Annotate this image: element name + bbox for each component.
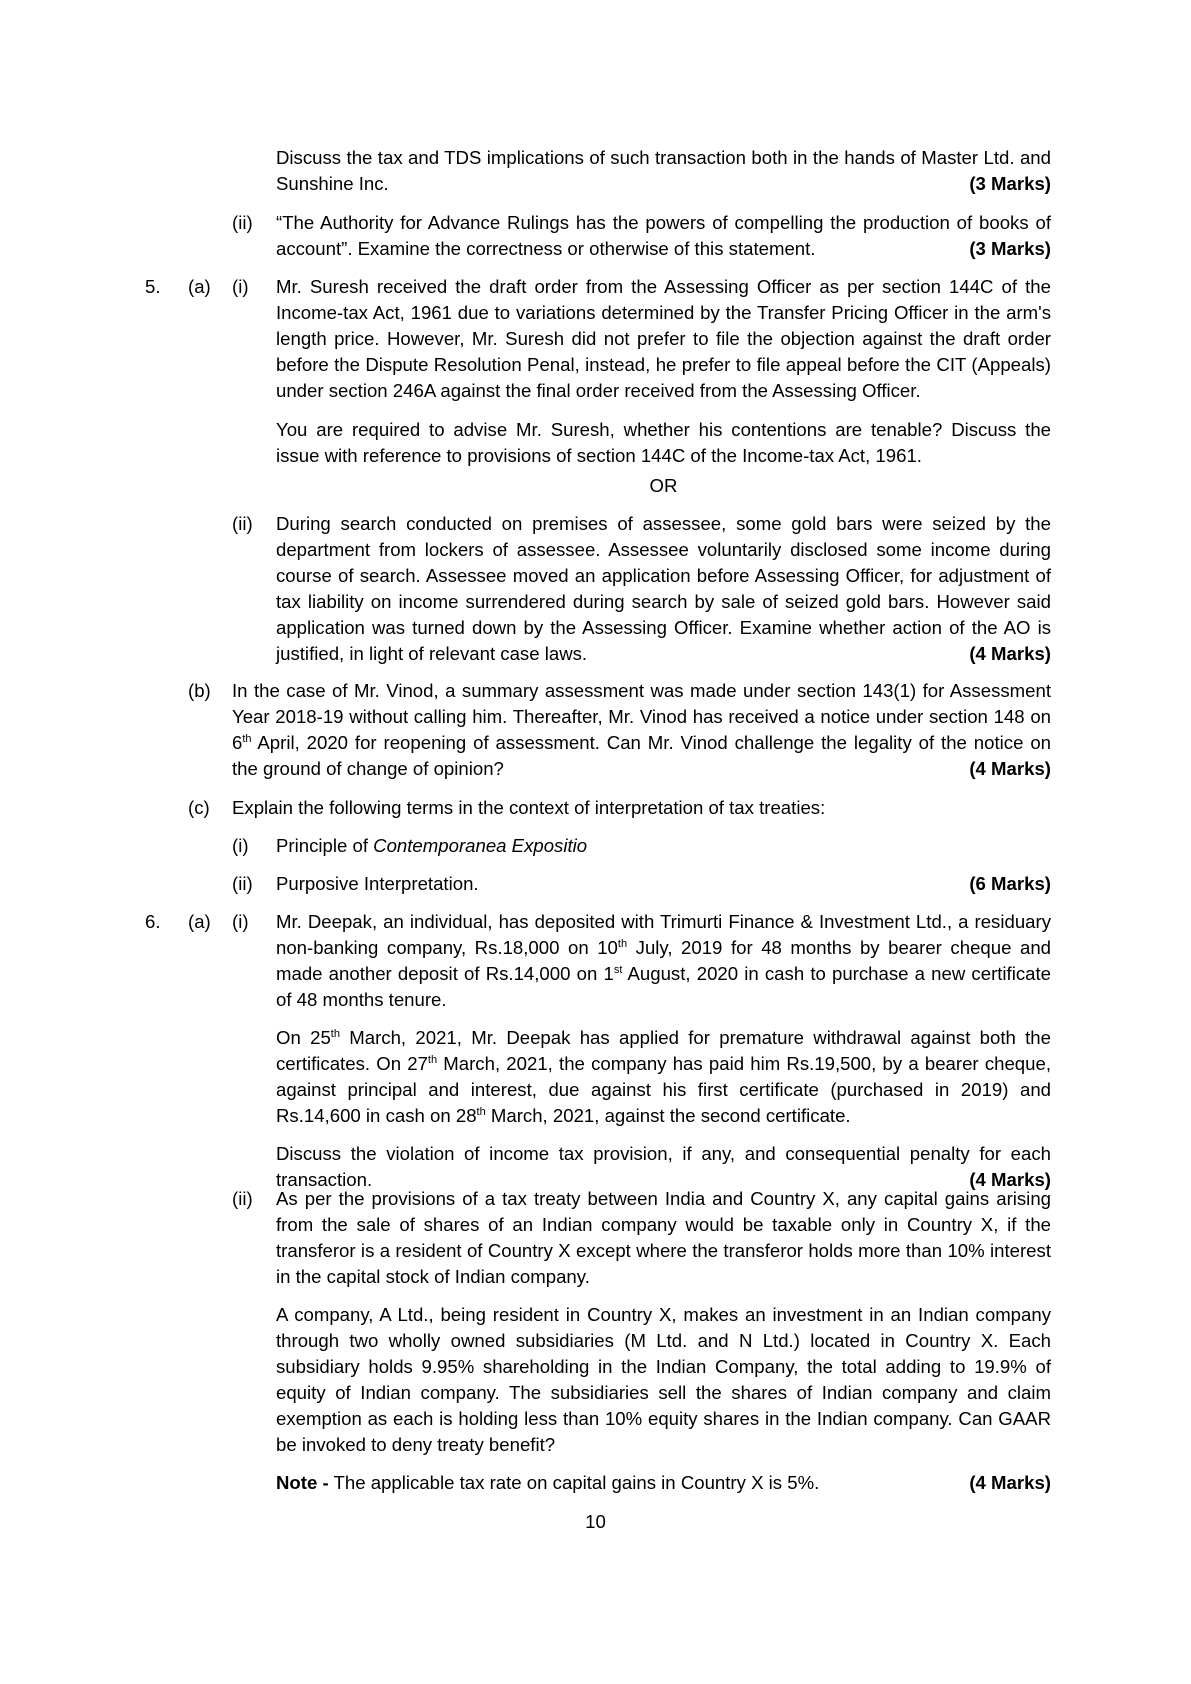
q5-c-text: Explain the following terms in the context of interpretation of tax treaties: xyxy=(232,797,826,818)
q4-ii-block xyxy=(276,210,1051,262)
q4-ii-label: (ii) xyxy=(232,212,253,233)
q4-continuation-para xyxy=(276,145,1051,197)
q5-b-text2: April, 2020 for reopening of assessment. Can Mr. Vinod challenge the legality of the notice on the ground of change of opinion? xyxy=(232,732,1051,779)
q5-c-i-block xyxy=(276,833,1051,859)
q4-ii-marks: (3 Marks) xyxy=(969,238,1051,259)
q6-a-ii-text1: As per the provisions of a tax treaty between India and Country X, any capital gains arising from the sale of shares of an Indian company would be taxable only in Country X, if the transferor is a resident of Country X except where the transferor holds more than 10% interest in the capital stock of Indian company. xyxy=(276,1188,1051,1287)
q6-a-i-label: (i) xyxy=(232,911,249,932)
q5-a-ii-marks: (4 Marks) xyxy=(969,643,1051,664)
q5-c-label: (c) xyxy=(188,797,210,818)
q6-p1-sup1: th xyxy=(617,938,628,950)
q4-ii-text: “The Authority for Advance Rulings has the powers of compelling the production of books of account”. Examine the correctness or otherwise of this statement. xyxy=(276,212,1051,259)
q5-b-marks: (4 Marks) xyxy=(969,758,1051,779)
q6-a-ii-text2: A company, A Ltd., being resident in Country X, makes an investment in an Indian company through two wholly owned subsidiaries (M Ltd. and N Ltd.) located in Country X. Each subsidiary holds 9.95% shareholding in the Indian Company, the total adding to 19.9% of equity of Indian company. The subsidiaries sell the shares of Indian company and claim exemption as each is holding less than 10% equity shares in the Indian company. Can GAAR be invoked to deny treaty benefit? xyxy=(276,1304,1051,1455)
q6-p3-text: Discuss the violation of income tax provision, if any, and consequential penalty for each transaction. xyxy=(276,1143,1051,1190)
q5-c-i-text: Principle of xyxy=(276,835,374,856)
q4-para-text: Discuss the tax and TDS implications of such transaction both in the hands of Master Ltd. and Sunshine Inc. xyxy=(276,147,1051,194)
q6-number: 6. xyxy=(145,911,161,932)
q6-a-i-para1 xyxy=(276,909,1051,1013)
q6-p1-t3: August, 2020 in cash to purchase a new certificate of 48 months tenure. xyxy=(276,963,1051,1010)
q6-p2-t2: March, 2021, Mr. Deepak has applied for premature withdrawal against both the certificates. On 27 xyxy=(276,1027,1051,1074)
q6-p1-t2: July, 2019 for 48 months by bearer cheque and made another deposit of Rs.14,000 on 1 xyxy=(276,937,1051,984)
q5-c-ii-text: Purposive Interpretation. xyxy=(276,873,479,894)
q6-a-ii-block xyxy=(276,1186,1051,1496)
q5-b-label: (b) xyxy=(188,680,211,701)
or-separator: OR xyxy=(649,475,678,496)
q6-p2-sup3: th xyxy=(476,1106,486,1118)
q5-c-marks: (6 Marks) xyxy=(969,873,1051,894)
q6-a-ii-marks: (4 Marks) xyxy=(969,1472,1051,1493)
q6-a-ii-label: (ii) xyxy=(232,1188,253,1209)
q6-p1-sup2: st xyxy=(613,964,623,976)
q5-b-block xyxy=(232,678,1051,782)
q5-b-text1: In the case of Mr. Vinod, a summary assessment was made under section 143(1) for Assessment Year 2018-19 without calling him. Thereafter, Mr. Vinod has received a notice under section 148 on 6 xyxy=(232,680,1051,753)
q6-p2-sup2: th xyxy=(427,1054,438,1066)
q6-p2-t3: March, 2021, the company has paid him Rs.19,500, by a bearer cheque, against principal and interest, due against his first certificate (purchased in 2019) and Rs.14,600 in cash on 28 xyxy=(276,1053,1051,1126)
q6-a-i-marks: (4 Marks) xyxy=(969,1169,1051,1190)
q6-note-label: Note - xyxy=(276,1472,329,1493)
q5-a-label: (a) xyxy=(188,276,211,297)
q5-a-ii-block xyxy=(276,511,1051,667)
q5-c-i-italic: Contemporanea Expositio xyxy=(373,835,588,856)
q5-number: 5. xyxy=(145,276,161,297)
q5-a-i-label: (i) xyxy=(232,276,249,297)
q6-note-text: The applicable tax rate on capital gains in Country X is 5%. xyxy=(328,1472,820,1493)
q6-p2-t4: March, 2021, against the second certificate. xyxy=(485,1105,851,1126)
q6-p1-t1: Mr. Deepak, an individual, has deposited with Trimurti Finance & Investment Ltd., a residuary non-banking company, Rs.18,000 on 10 xyxy=(276,911,1051,958)
q6-a-label: (a) xyxy=(188,911,211,932)
q6-a-i-para2 xyxy=(276,1025,1051,1129)
q5-c-ii-block xyxy=(276,871,1051,897)
q6-p2-t1: On 25 xyxy=(276,1027,331,1048)
q5-a-i-text2: You are required to advise Mr. Suresh, whether his contentions are tenable? Discuss the issue with reference to provisions of section 144C of the Income-tax Act, 1961. xyxy=(276,419,1051,466)
q6-note xyxy=(276,1470,1051,1496)
q5-a-ii-label: (ii) xyxy=(232,513,253,534)
page-number: 10 xyxy=(585,1511,606,1532)
q5-a-i-text: Mr. Suresh received the draft order from the Assessing Officer as per section 144C of the Income-tax Act, 1961 due to variations determined by the Transfer Pricing Officer in the arm's length price. However, Mr. Suresh did not prefer to file the objection against the draft order before the Dispute Resolution Penal, instead, he prefer to file appeal before the CIT (Appeals) under section 246A against the final order received from the Assessing Officer. xyxy=(276,276,1051,401)
q5-a-i-block xyxy=(276,274,1051,469)
q5-c-ii-label: (ii) xyxy=(232,873,253,894)
q5-c-block xyxy=(232,795,1051,821)
q5-a-ii-text: During search conducted on premises of assessee, some gold bars were seized by the department from lockers of assessee. Assessee voluntarily disclosed some income during course of search. Assessee moved an application before Assessing Officer, for adjustment of tax liability on income surrendered during search by sale of seized gold bars. However said application was turned down by the Assessing Officer. Examine whether action of the AO is justified, in light of relevant case laws. xyxy=(276,513,1051,664)
q6-p2-sup1: th xyxy=(330,1028,340,1040)
q5-c-i-label: (i) xyxy=(232,835,249,856)
q4-marks: (3 Marks) xyxy=(969,173,1051,194)
q5-b-sup: th xyxy=(242,733,252,745)
q6-a-i-block xyxy=(276,909,1051,1193)
